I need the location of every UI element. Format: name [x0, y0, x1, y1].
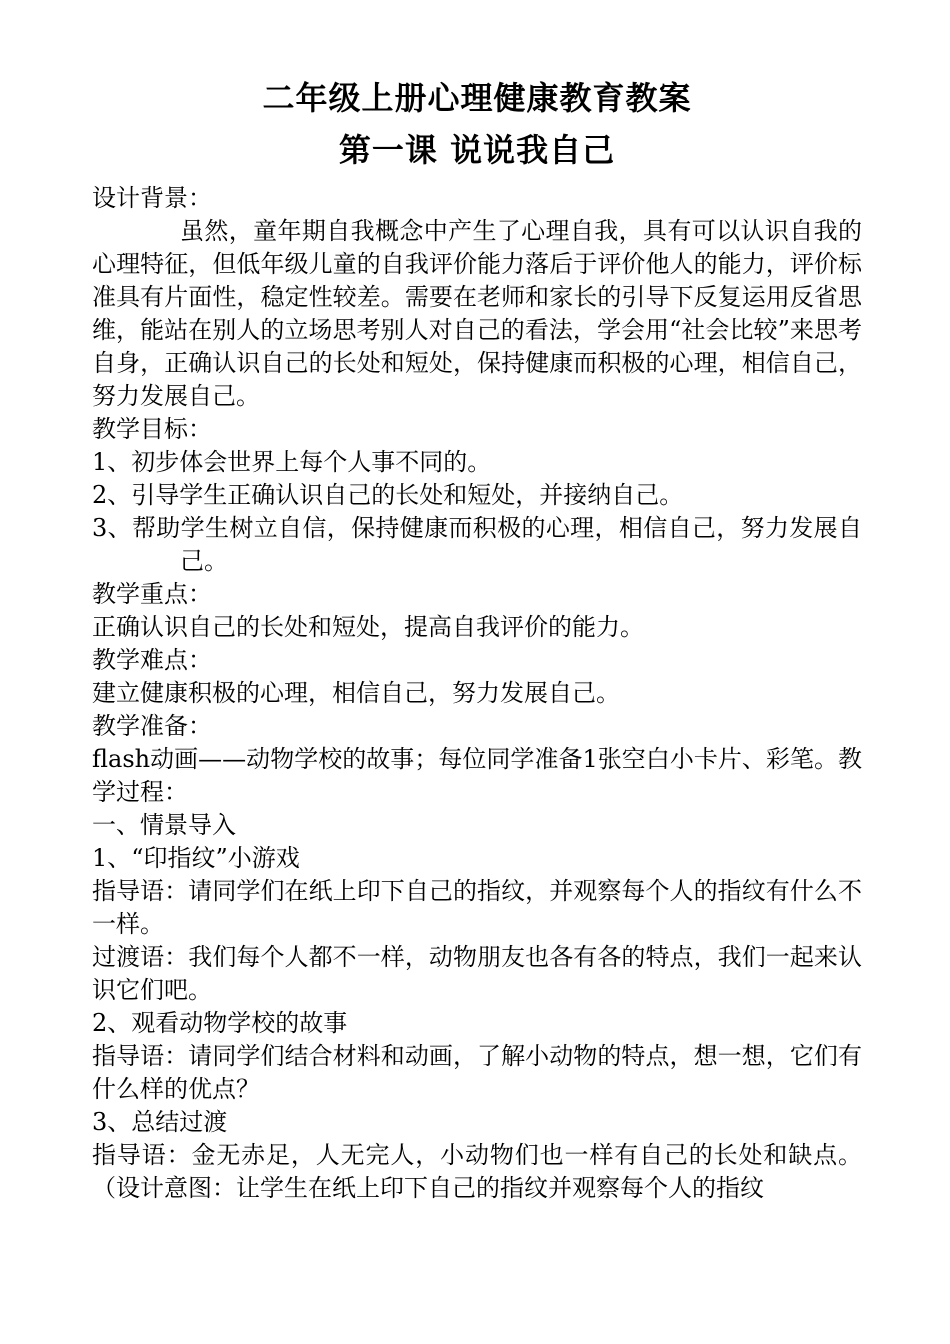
key-points-heading: 教学重点： [92, 580, 212, 608]
transition-text-1: 过渡语：我们每个人都不一样，动物朋友也各有各的特点，我们一起来认识它们吧。 [92, 943, 862, 1004]
difficulty-text: 建立健康积极的心理，相信自己，努力发展自己。 [92, 679, 620, 707]
goals-heading: 教学目标： [92, 415, 212, 443]
background-heading: 设计背景： [92, 184, 212, 212]
background-paragraph: 虽然，童年期自我概念中产生了心理自我，具有可以认识自我的心理特征，但低年级儿童的自我评价能力落后于评价他人的能力，评价标准具有片面性，稳定性较差。需要在老师和家长的引导下反复运用反省思维，能站在别人的立场思考别人对自己的看法，学会用“社会比较”来思考自身，正确认识自己的长处和短处，保持健康而积极的心理，相信自己，努力发展自己。 [92, 217, 862, 410]
preparation-heading: 教学准备： [92, 712, 212, 740]
document-page [92, 72, 862, 1205]
document-title: 二年级上册心理健康教育教案 [262, 79, 692, 117]
process-item-1: 1、“印指纹”小游戏 [92, 844, 300, 872]
section-heading-1: 一、情景导入 [92, 811, 236, 839]
goal-item-3: 3、帮助学生树立自信，保持健康而积极的心理，相信自己，努力发展自己。 [92, 514, 862, 575]
goal-item-2: 2、引导学生正确认识自己的长处和短处，并接纳自己。 [92, 481, 684, 509]
process-item-2: 2、观看动物学校的故事 [92, 1009, 348, 1037]
guide-text-2: 指导语：请同学们结合材料和动画，了解小动物的特点，想一想，它们有什么样的优点？ [92, 1042, 862, 1103]
lesson-title: 第一课 说说我自己 [338, 131, 616, 169]
key-points-text: 正确认识自己的长处和短处，提高自我评价的能力。 [92, 613, 644, 641]
process-item-3: 3、总结过渡 [92, 1108, 228, 1136]
guide-text-3: 指导语：金无赤足，人无完人，小动物们也一样有自己的长处和缺点。（设计意图：让学生在纸上印下自己的指纹并观察每个人的指纹 [92, 1141, 862, 1202]
guide-text-1: 指导语：请同学们在纸上印下自己的指纹，并观察每个人的指纹有什么不一样。 [92, 877, 862, 938]
preparation-text: flash动画——动物学校的故事；每位同学准备1张空白小卡片、彩笔。教学过程： [92, 745, 862, 806]
goal-item-1: 1、初步体会世界上每个人事不同的。 [92, 448, 492, 476]
difficulty-heading: 教学难点： [92, 646, 212, 674]
